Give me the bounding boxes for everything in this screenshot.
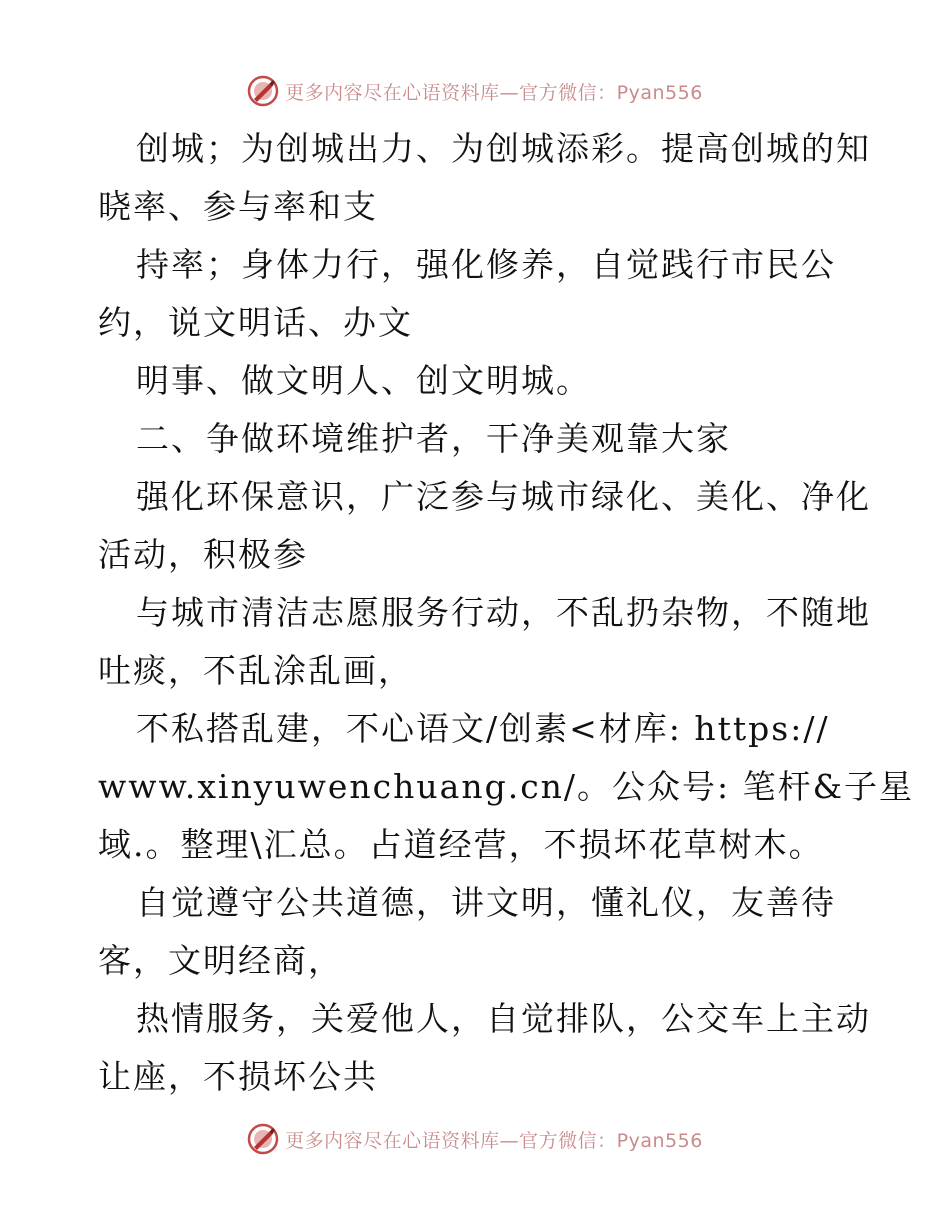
- text-line: 吐痰，不乱涂乱画，: [98, 651, 413, 690]
- header-banner-text: 更多内容尽在心语资料库—官方微信：Pyan556: [285, 81, 703, 104]
- text-line: 约，说文明话、办文: [98, 303, 413, 342]
- text-line: 与城市清洁志愿服务行动，不乱扔杂物，不随地: [136, 593, 871, 632]
- text-line: 自觉遵守公共道德，讲文明，懂礼仪，友善待: [136, 883, 836, 922]
- text-line: 域.。整理\汇总。占道经营，不损坏花草树木。: [98, 825, 824, 864]
- footer-banner-text: 更多内容尽在心语资料库—官方微信：Pyan556: [285, 1129, 703, 1152]
- text-line: 热情服务，关爱他人，自觉排队，公交车上主动: [136, 999, 871, 1038]
- text-line: 创城；为创城出力、为创城添彩。提高创城的知: [136, 129, 871, 168]
- brand-logo-icon: [247, 1123, 279, 1155]
- text-line: 强化环保意识，广泛参与城市绿化、美化、净化: [136, 477, 871, 516]
- brand-logo-icon: [247, 75, 279, 107]
- document-body: [98, 120, 915, 1106]
- section-heading: 二、争做环境维护者，干净美观靠大家: [136, 419, 731, 458]
- text-line: 晓率、参与率和支: [98, 187, 378, 226]
- text-line: 明事、做文明人、创文明城。: [136, 361, 591, 400]
- text-line: 不私搭乱建，不心语文/创素<材库: https://: [136, 709, 830, 748]
- text-line: 持率；身体力行，强化修养，自觉践行市民公: [136, 245, 836, 284]
- header-watermark-banner: [0, 71, 950, 111]
- text-line: 客，文明经商，: [98, 941, 343, 980]
- footer-watermark-banner: [0, 1119, 950, 1159]
- text-line: www.xinyuwenchuang.cn/。公众号: 笔杆&子星: [98, 767, 915, 806]
- text-line: 活动，积极参: [98, 535, 308, 574]
- text-line: 让座，不损坏公共: [98, 1057, 378, 1096]
